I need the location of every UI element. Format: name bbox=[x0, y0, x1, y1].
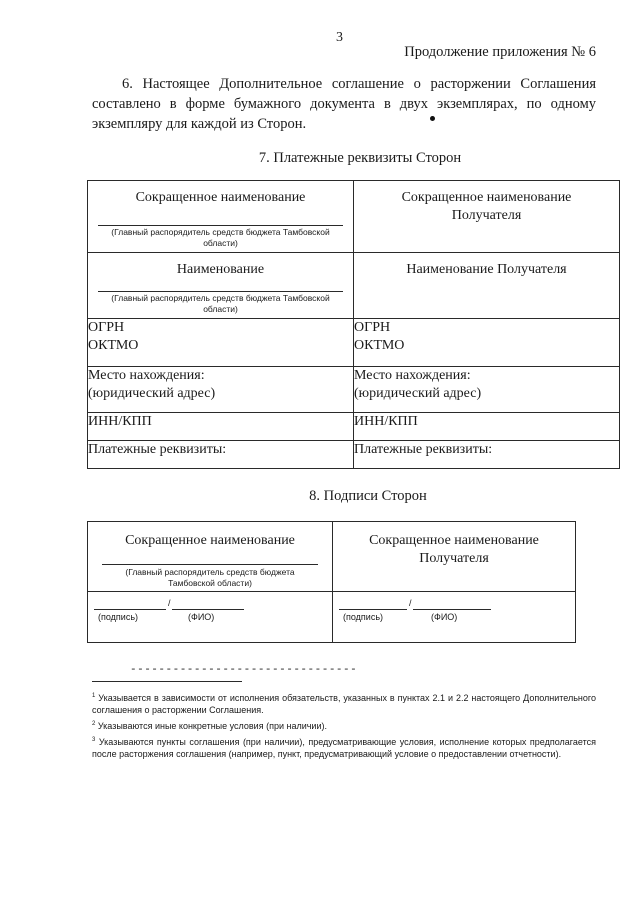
left-payment-details: Платежные реквизиты: bbox=[88, 441, 354, 469]
table-row bbox=[88, 441, 620, 469]
footnote-1 bbox=[92, 690, 596, 716]
left-short-name: Сокращенное наименование bbox=[135, 190, 306, 205]
footnote-3 bbox=[92, 734, 596, 760]
footnote-mark: 2 bbox=[92, 721, 96, 727]
right-name: Наименование Получателя bbox=[406, 262, 567, 277]
right-sign-short-name-line-1: Сокращенное наименование bbox=[369, 533, 539, 548]
right-slash: / bbox=[409, 598, 412, 608]
left-location-cell bbox=[88, 367, 354, 413]
right-signature-line bbox=[339, 609, 407, 610]
footnotes bbox=[92, 690, 596, 762]
right-inn-kpp: ИНН/КПП bbox=[354, 413, 620, 441]
left-fio-label: (ФИО) bbox=[188, 612, 215, 622]
paragraph-6-line-3: экземпляру для каждой из Сторон. bbox=[92, 116, 307, 132]
table-row bbox=[88, 367, 620, 413]
left-ogrn: ОГРН bbox=[88, 320, 125, 335]
left-oktmo: ОКТМО bbox=[88, 338, 139, 353]
left-location: Место нахождения: bbox=[88, 368, 205, 383]
right-name-cell bbox=[354, 253, 620, 319]
section-7-title: 7. Платежные реквизиты Сторон bbox=[258, 150, 462, 166]
left-fio-line bbox=[172, 609, 244, 610]
appendix-continuation: Продолжение приложения № 6 bbox=[404, 44, 596, 60]
right-signature-label: (подпись) bbox=[343, 612, 384, 622]
left-signature-line bbox=[94, 609, 166, 610]
left-ogrn-cell bbox=[88, 319, 354, 367]
right-signature-header-cell bbox=[333, 522, 576, 592]
footnote-mark: 3 bbox=[92, 737, 96, 743]
right-location-cell bbox=[354, 367, 620, 413]
right-fio-line bbox=[413, 609, 491, 610]
table-row bbox=[88, 413, 620, 441]
paragraph-6-line-2: составлено в форме бумажного документа в двух экземплярах, по одному bbox=[92, 96, 596, 112]
section-8-title: 8. Подписи Сторон bbox=[309, 488, 427, 504]
footnote-2 bbox=[92, 718, 596, 732]
table-row bbox=[88, 181, 620, 253]
left-name-hint: (Главный распорядитель средств бюджета Тамбовской области) bbox=[111, 293, 330, 314]
footnote-text: Указываются пункты соглашения (при наличии), предусматривающие условия, исполнение которых предполагается после расторжения соглашения (например, пункт, предусматривающий условие о предоставлении отчетности). bbox=[92, 737, 596, 759]
left-signature-header-cell bbox=[88, 522, 333, 592]
paragraph-6-line-1: 6. Настоящее Дополнительное соглашение о расторжении Соглашения bbox=[122, 76, 596, 92]
footnote-text: Указывается в зависимости от исполнения обязательств, указанных в пунктах 2.1 и 2.2 настоящего Дополнительного соглашения о расторжении Соглашения. bbox=[92, 693, 596, 715]
right-fio-label: (ФИО) bbox=[431, 612, 458, 622]
right-short-name-line-2: Получателя bbox=[451, 208, 522, 223]
right-legal-address: (юридический адрес) bbox=[354, 386, 482, 401]
signatures-table bbox=[87, 521, 576, 643]
right-signature-area bbox=[333, 592, 575, 642]
left-inn-kpp: ИНН/КПП bbox=[88, 413, 354, 441]
table-row bbox=[88, 522, 576, 592]
right-signature-cell bbox=[333, 592, 576, 643]
right-oktmo: ОКТМО bbox=[354, 338, 405, 353]
left-signature-cell bbox=[88, 592, 333, 643]
left-signature-label: (подпись) bbox=[98, 612, 139, 622]
right-short-name-line-1: Сокращенное наименование bbox=[401, 190, 572, 205]
footnote-text: Указываются иные конкретные условия (при наличии). bbox=[97, 721, 327, 731]
right-ogrn-cell bbox=[354, 319, 620, 367]
dashed-separator: -------------------------------- bbox=[130, 664, 358, 676]
table-row bbox=[88, 319, 620, 367]
page-number: 3 bbox=[336, 30, 343, 45]
right-sign-short-name-line-2: Получателя bbox=[419, 551, 489, 566]
payment-details-table bbox=[87, 180, 620, 469]
left-slash: / bbox=[168, 598, 171, 608]
left-name: Наименование bbox=[176, 262, 265, 277]
right-location: Место нахождения: bbox=[354, 368, 471, 383]
left-sign-hint-line-1: (Главный распорядитель средств бюджета bbox=[125, 567, 295, 577]
left-sign-hint-line-2: Тамбовской области) bbox=[168, 578, 252, 588]
right-payment-details: Платежные реквизиты: bbox=[354, 441, 620, 469]
right-short-name-cell bbox=[354, 181, 620, 253]
left-sign-short-name: Сокращенное наименование bbox=[125, 533, 295, 548]
left-legal-address: (юридический адрес) bbox=[88, 386, 216, 401]
bullet-dot-mark bbox=[430, 116, 435, 121]
right-ogrn: ОГРН bbox=[354, 320, 391, 335]
table-row bbox=[88, 253, 620, 319]
footnote-mark: 1 bbox=[92, 693, 96, 699]
table-row bbox=[88, 592, 576, 643]
left-short-name-hint: (Главный распорядитель средств бюджета Тамбовской области) bbox=[111, 227, 330, 248]
footnote-separator bbox=[92, 681, 242, 682]
left-name-cell bbox=[88, 253, 354, 319]
left-signature-area bbox=[88, 592, 332, 642]
paragraph-6 bbox=[92, 74, 596, 134]
left-short-name-cell bbox=[88, 181, 354, 253]
